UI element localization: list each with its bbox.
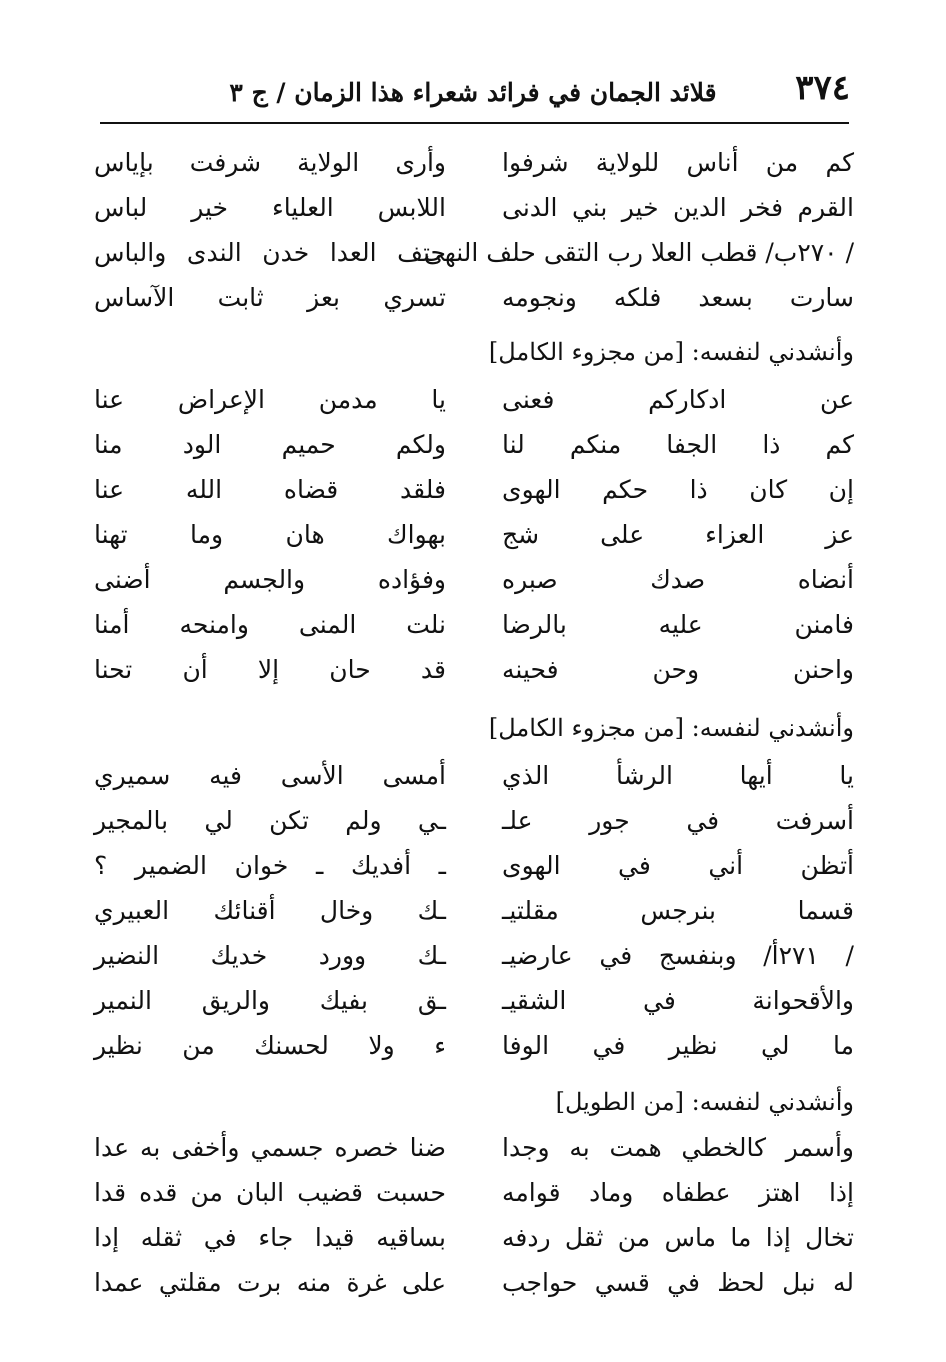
- second-hemistich: ـ أفديك ـ خوان الضمير ؟: [94, 851, 446, 880]
- first-hemistich: عن ادكاركم فعنى: [502, 385, 854, 414]
- verse-line: [94, 933, 854, 978]
- verse-line: [94, 602, 854, 647]
- verse-line: [94, 1170, 854, 1215]
- first-hemistich: / ٢٧٠ب/ قطب العلا رب التقى حلف النهى: [423, 238, 854, 267]
- second-hemistich: ء ولا لحسنك من نظير: [94, 1031, 446, 1060]
- second-hemistich: بهواك هان وما تهنا: [94, 520, 446, 549]
- first-hemistich: وأسمر كالخطي همت به وجدا: [502, 1133, 854, 1162]
- first-hemistich: كم ذا الجفا منكم لنا: [502, 430, 854, 459]
- poem-4: [94, 1125, 854, 1305]
- verse-line: [94, 843, 854, 888]
- first-hemistich: أسرفت في جور علـ: [502, 806, 854, 835]
- verse-line: [94, 377, 854, 422]
- first-hemistich: عز العزاء على شج: [502, 520, 854, 549]
- first-hemistich: أتظن أني في الهوى: [502, 851, 854, 880]
- first-hemistich: واحنن وحن فحينه: [502, 655, 854, 684]
- first-hemistich: فامنن عليه بالرضا: [502, 610, 854, 639]
- poem-3: [94, 753, 854, 1068]
- second-hemistich: نلت المنى وامنحه أمنا: [94, 610, 446, 639]
- page-number: ٣٧٤: [795, 68, 850, 108]
- first-hemistich: يا أيها الرشأ الذي: [502, 761, 854, 790]
- second-hemistich: بساقيه قيدا جاء في ثقله إدا: [94, 1223, 446, 1252]
- second-hemistich: اللابس العلياء خير لباس: [94, 193, 446, 222]
- second-hemistich: فلقد قضاه الله عنا: [94, 475, 446, 504]
- first-hemistich: كم من أناس للولاية شرفوا: [502, 148, 854, 177]
- second-hemistich: يا مدمن الإعراض عنا: [94, 385, 446, 414]
- verse-line: [94, 185, 854, 230]
- first-hemistich: إن كان ذا حكم الهوى: [502, 475, 854, 504]
- verse-line: [94, 647, 854, 692]
- second-hemistich: أمسى الأسى فيه سميري: [94, 761, 446, 790]
- second-hemistich: ـك وورد خديك النضير: [94, 941, 446, 970]
- verse-line: [94, 1023, 854, 1068]
- second-hemistich: ضنا خصره جسمي وأخفى به عدا: [94, 1133, 446, 1162]
- verse-line: [94, 753, 854, 798]
- header-rule: [100, 122, 849, 124]
- first-hemistich: له نبل لحظ في قسي حواجب: [502, 1268, 854, 1297]
- second-hemistich: وفؤاده والجسم أضنى: [94, 565, 446, 594]
- verse-line: [94, 275, 854, 320]
- second-hemistich: تسري بعز ثابت الآساس: [94, 283, 446, 312]
- verse-line: [94, 888, 854, 933]
- poem-2: [94, 377, 854, 692]
- first-hemistich: القرم فخر الدين خير بني الدنى: [502, 193, 854, 222]
- second-hemistich: ـق بفيك والريق النمير: [94, 986, 446, 1015]
- second-hemistich: ـي ولم تكن لي بالمجير: [94, 806, 446, 835]
- first-hemistich: أنضاه صدك صبره: [502, 565, 854, 594]
- first-hemistich: سارت بسعد فلكه ونجومه: [502, 283, 854, 312]
- first-hemistich: ما لي نظير في الوفا: [502, 1031, 854, 1060]
- verse-line: [94, 978, 854, 1023]
- second-hemistich: وأرى الولاية شرفت بإياس: [94, 148, 446, 177]
- verse-line: [94, 1215, 854, 1260]
- verse-line: [94, 140, 854, 185]
- second-hemistich: ـك وخال أقنائك العبيري: [94, 896, 446, 925]
- verse-line: [94, 422, 854, 467]
- verse-line: [94, 557, 854, 602]
- second-hemistich: حتف العدا خدن الندى والباس: [94, 238, 446, 267]
- verse-line: [94, 512, 854, 557]
- second-hemistich: على غرة منه برت مقلتي عمدا: [94, 1268, 446, 1297]
- poem-intro: وأنشدني لنفسه: [من مجزوء الكامل]: [488, 338, 854, 366]
- verse-line: [94, 230, 854, 275]
- first-hemistich: والأقحوانة في الشقيـ: [502, 986, 854, 1015]
- running-title: قلائد الجمان في فرائد شعراء هذا الزمان / ج ٣: [229, 78, 717, 107]
- second-hemistich: ولكم حميم الود منا: [94, 430, 446, 459]
- verse-line: [94, 1260, 854, 1305]
- verse-line: [94, 467, 854, 512]
- poem-intro: وأنشدني لنفسه: [من الطويل]: [555, 1088, 854, 1116]
- first-hemistich: / ٢٧١أ/ وبنفسج في عارضيـ: [502, 941, 854, 970]
- first-hemistich: إذا اهتز عطفاه وماد قوامه: [502, 1178, 854, 1207]
- poem-1: [94, 140, 854, 320]
- poem-intro: وأنشدني لنفسه: [من مجزوء الكامل]: [488, 714, 854, 742]
- verse-line: [94, 1125, 854, 1170]
- verse-line: [94, 798, 854, 843]
- second-hemistich: قد حان إلا أن تحنا: [94, 655, 446, 684]
- first-hemistich: تخال إذا ما ماس من ثقل ردفه: [502, 1223, 854, 1252]
- second-hemistich: حسبت قضيب البان من قده قدا: [94, 1178, 446, 1207]
- first-hemistich: قسما بنرجس مقلتيـ: [502, 896, 854, 925]
